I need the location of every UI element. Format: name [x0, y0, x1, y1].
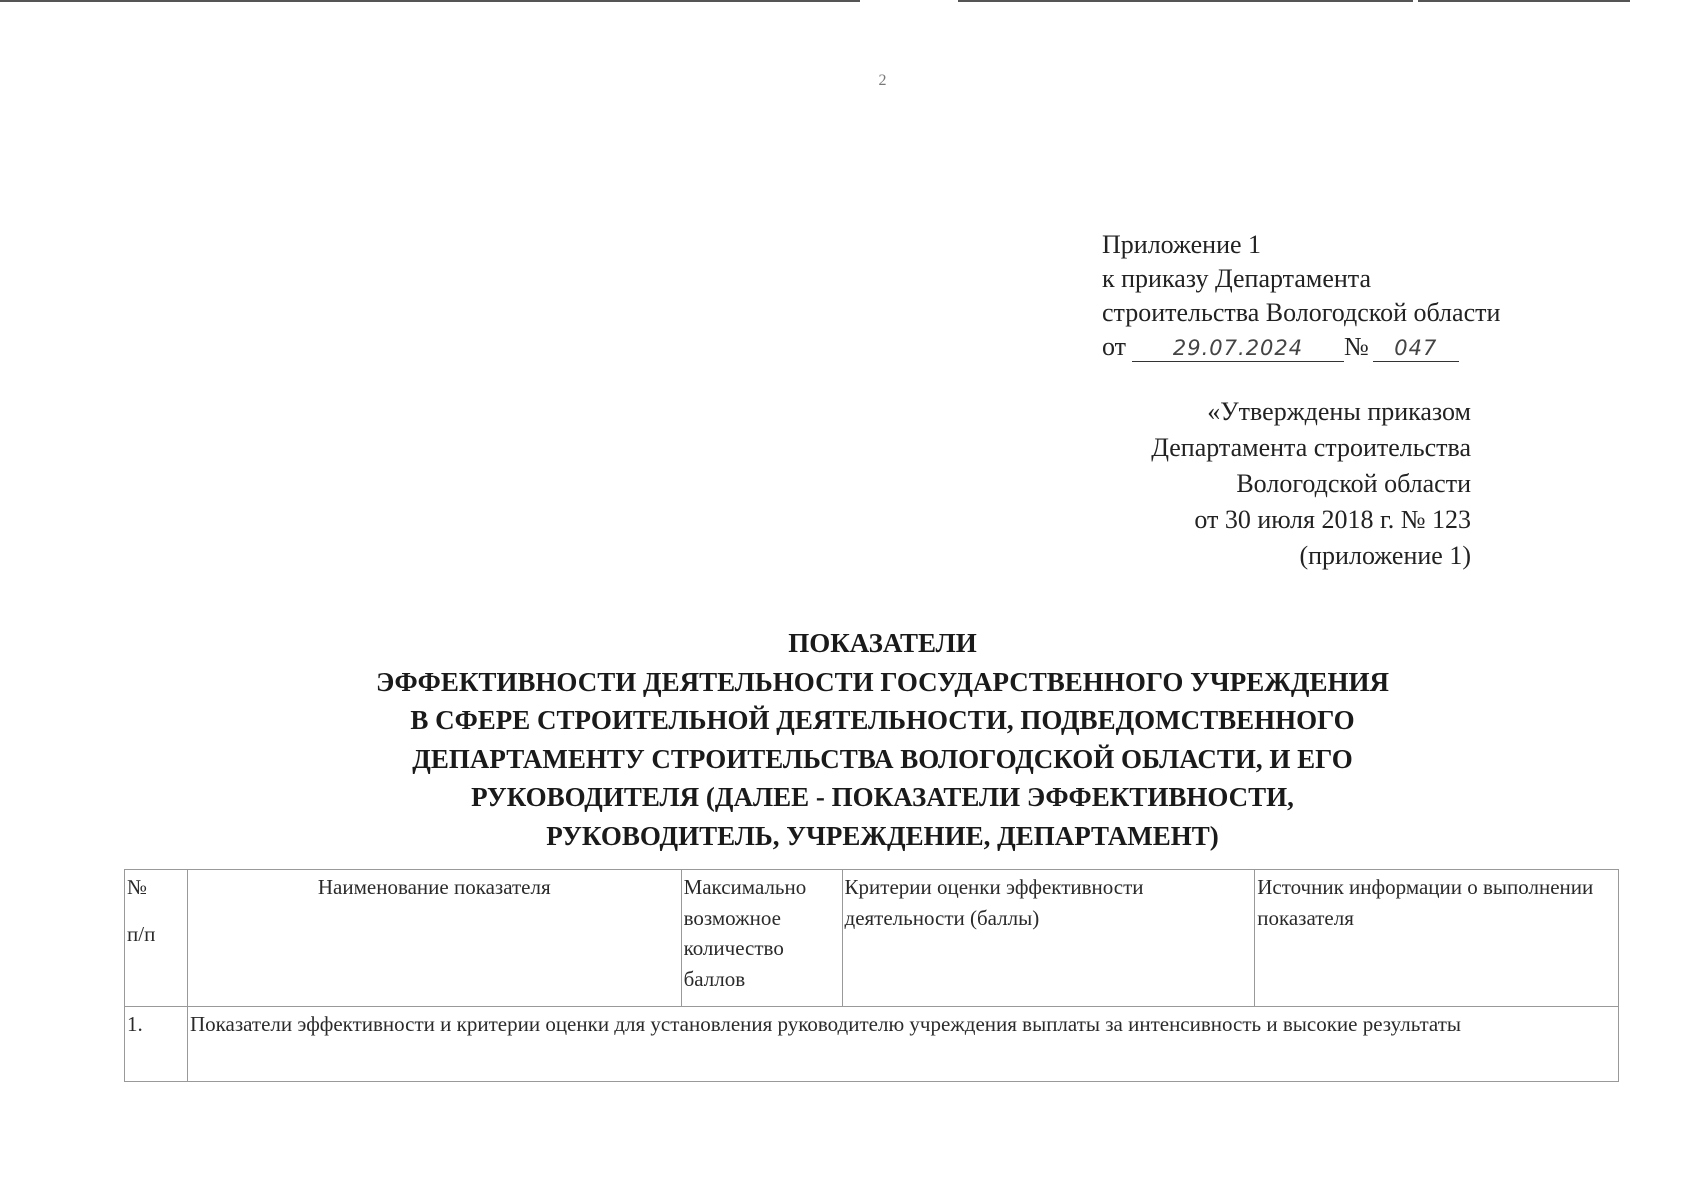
scan-edge: [0, 0, 860, 2]
document-title: [0, 624, 1697, 855]
title-line: РУКОВОДИТЕЛЬ, УЧРЕЖДЕНИЕ, ДЕПАРТАМЕНТ): [546, 820, 1219, 851]
table-row: [125, 1007, 1619, 1082]
approval-line: (приложение 1): [1299, 541, 1471, 570]
approval-line: от 30 июля 2018 г. № 123: [1194, 505, 1471, 534]
table-header-row: [125, 870, 1619, 1007]
approval-line: Вологодской области: [1236, 469, 1471, 498]
title-line: ДЕПАРТАМЕНТУ СТРОИТЕЛЬСТВА ВОЛОГОДСКОЙ ОБЛАСТИ, И ЕГО: [412, 743, 1353, 774]
approval-line: «Утверждены приказом: [1207, 397, 1471, 426]
approval-block: [1151, 394, 1471, 574]
from-label: от: [1102, 332, 1127, 361]
appendix-line: к приказу Департамента: [1102, 264, 1372, 293]
title-line: В СФЕРЕ СТРОИТЕЛЬНОЙ ДЕЯТЕЛЬНОСТИ, ПОДВЕДОМСТВЕННОГО: [410, 705, 1355, 735]
number-sign: №: [1344, 332, 1369, 361]
header-number-sign: №: [127, 875, 148, 899]
appendix-block: [1102, 228, 1500, 364]
approval-line: Департамента строительства: [1151, 433, 1471, 462]
header-indicator-name: Наименование показателя: [187, 870, 681, 1007]
title-line: ПОКАЗАТЕЛИ: [788, 628, 977, 658]
scan-edge: [958, 0, 1413, 2]
header-max-points: Максимально возможное количество баллов: [681, 870, 842, 1007]
title-line: ЭФФЕКТИВНОСТИ ДЕЯТЕЛЬНОСТИ ГОСУДАРСТВЕННОГО УЧРЕЖДЕНИЯ: [376, 666, 1389, 697]
header-criteria: Критерии оценки эффективности деятельности (баллы): [842, 870, 1255, 1007]
page-number: 2: [878, 72, 887, 89]
appendix-line: Приложение 1: [1102, 230, 1262, 259]
row-section-text: Показатели эффективности и критерии оценки для установления руководителю учреждения выплаты за интенсивность и высокие результаты: [187, 1007, 1618, 1082]
order-reference: [1102, 330, 1500, 364]
scan-edge: [1418, 0, 1630, 2]
header-number: [125, 870, 188, 1007]
indicators-table: [124, 869, 1619, 1082]
handwritten-date: 29.07.2024: [1132, 335, 1344, 362]
title-line: РУКОВОДИТЕЛЯ (ДАЛЕЕ - ПОКАЗАТЕЛИ ЭФФЕКТИВНОСТИ,: [471, 782, 1294, 812]
header-number-pp: п/п: [127, 921, 156, 946]
row-number: 1.: [125, 1007, 188, 1082]
appendix-line: строительства Вологодской области: [1102, 298, 1501, 327]
handwritten-number: 047: [1373, 335, 1459, 362]
header-source: Источник информации о выполнении показателя: [1255, 870, 1619, 1007]
